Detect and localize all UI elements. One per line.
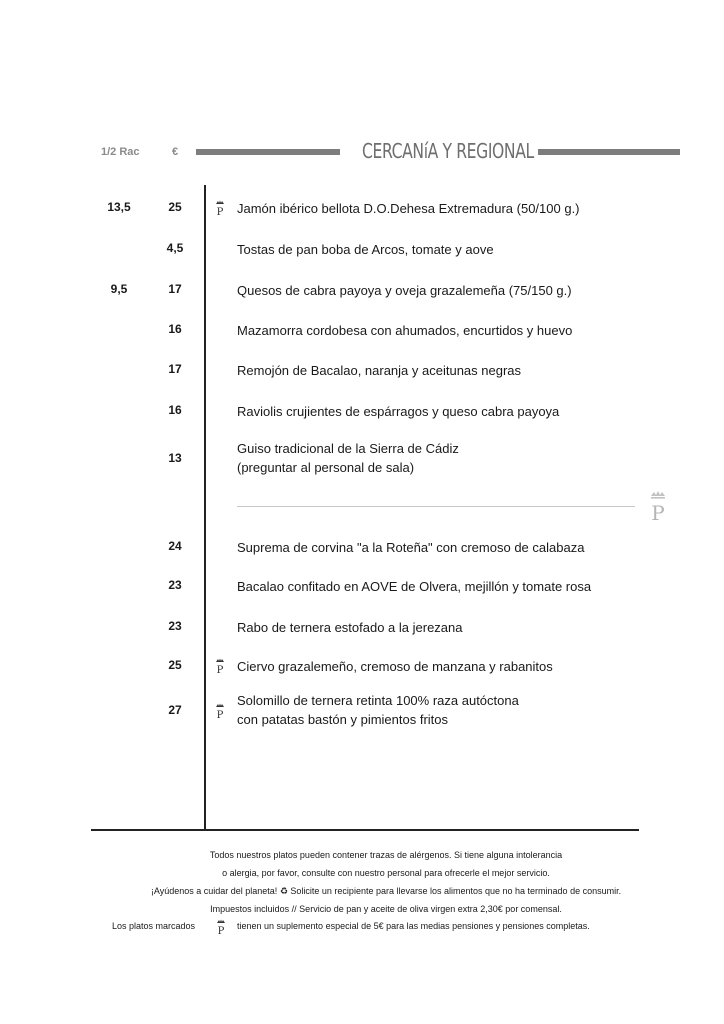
half-portion-price: 13,5 [107, 200, 131, 214]
svg-text:P: P [216, 710, 224, 719]
parador-crown-p-icon [214, 658, 226, 672]
dish-name: Remojón de Bacalao, naranja y aceitunas negras [237, 363, 522, 378]
svg-text:P: P [651, 501, 665, 524]
full-price: 25 [168, 658, 182, 672]
dish-item [237, 657, 553, 676]
full-price: 23 [168, 619, 182, 633]
full-price: 24 [168, 539, 182, 553]
svg-text:P: P [216, 665, 224, 674]
full-price: 16 [168, 322, 182, 336]
allergen-notice-2: o alergia, por favor, consulte con nuestro personal para ofrecerle el mejor servicio. [222, 868, 550, 878]
dish-item [237, 199, 580, 218]
parador-crown-p-icon [215, 919, 227, 935]
planet-notice-a: ¡Ayúdenos a cuidar del planeta! [150, 886, 280, 896]
dish-item [237, 240, 494, 259]
dish-name: Raviolis crujientes de espárragos y queso cabra payoya [237, 404, 560, 419]
supplement-notice-a: Los platos marcados [112, 921, 196, 931]
header-bar-left [196, 149, 340, 155]
taxes-notice: Impuestos incluidos // Servicio de pan y aceite de oliva virgen extra 2,30€ por comensal. [210, 904, 562, 914]
dish-name: Mazamorra cordobesa con ahumados, encurtidos y huevo [237, 323, 573, 338]
dish-item [237, 691, 519, 729]
dish-item [237, 439, 459, 477]
dish-name: Quesos de cabra payoya y oveja grazalemeña (75/150 g.) [237, 283, 572, 298]
allergen-notice: Todos nuestros platos pueden contener trazas de alérgenos. Si tiene alguna intolerancia [209, 850, 563, 860]
half-portion-price: 9,5 [110, 282, 128, 296]
header-bar-right [538, 149, 680, 155]
dish-name: Jamón ibérico bellota D.O.Dehesa Extremadura (50/100 g.) [237, 201, 580, 216]
supplement-notice-b: tienen un suplemento especial de 5€ para las medias pensiones y pensiones completas. [237, 921, 590, 931]
parador-logo-icon [648, 490, 668, 524]
full-price: 27 [168, 703, 182, 717]
dish-name: Guiso tradicional de la Sierra de Cádiz [237, 441, 459, 456]
dish-name: Rabo de ternera estofado a la jerezana [237, 620, 463, 635]
svg-text:P: P [216, 207, 224, 216]
dish-item [237, 281, 572, 300]
half-portion-header: 1/2 Rac [101, 146, 140, 158]
euro-header: € [172, 146, 179, 158]
full-price: 16 [168, 403, 182, 417]
dish-item [237, 618, 463, 637]
dish-name: Ciervo grazalemeño, cremoso de manzana y rabanitos [237, 659, 553, 674]
section-separator [237, 506, 635, 507]
column-divider [204, 185, 206, 830]
section-title: CERCANíA Y REGIONAL [362, 139, 534, 163]
dish-name: Solomillo de ternera retinta 100% raza autóctona [237, 693, 519, 708]
dish-item [237, 361, 521, 380]
dish-detail: con patatas bastón y pimientos fritos [237, 712, 449, 727]
parador-crown-p-icon [214, 200, 226, 214]
full-price: 17 [168, 282, 182, 296]
dish-item [237, 402, 559, 421]
bottom-rule [91, 829, 639, 831]
dish-item [237, 321, 572, 340]
dish-name: Tostas de pan boba de Arcos, tomate y aove [237, 242, 494, 257]
planet-notice [24, 886, 724, 897]
full-price: 17 [168, 362, 182, 376]
svg-text:P: P [217, 926, 225, 935]
recycle-icon: ♻ [279, 886, 288, 896]
full-price: 13 [168, 451, 182, 465]
parador-crown-p-icon [214, 703, 226, 717]
full-price: 25 [168, 200, 182, 214]
dish-detail: (preguntar al personal de sala) [237, 460, 415, 475]
dish-item [237, 538, 584, 557]
full-price: 23 [168, 578, 182, 592]
planet-notice-b: Solicite un recipiente para llevarse los alimentos que no ha terminado de consumir. [287, 886, 622, 896]
dish-name: Suprema de corvina "a la Roteña" con cremoso de calabaza [237, 540, 585, 555]
dish-item [237, 577, 591, 596]
dish-name: Bacalao confitado en AOVE de Olvera, mejillón y tomate rosa [237, 579, 592, 594]
full-price: 4,5 [166, 241, 184, 255]
